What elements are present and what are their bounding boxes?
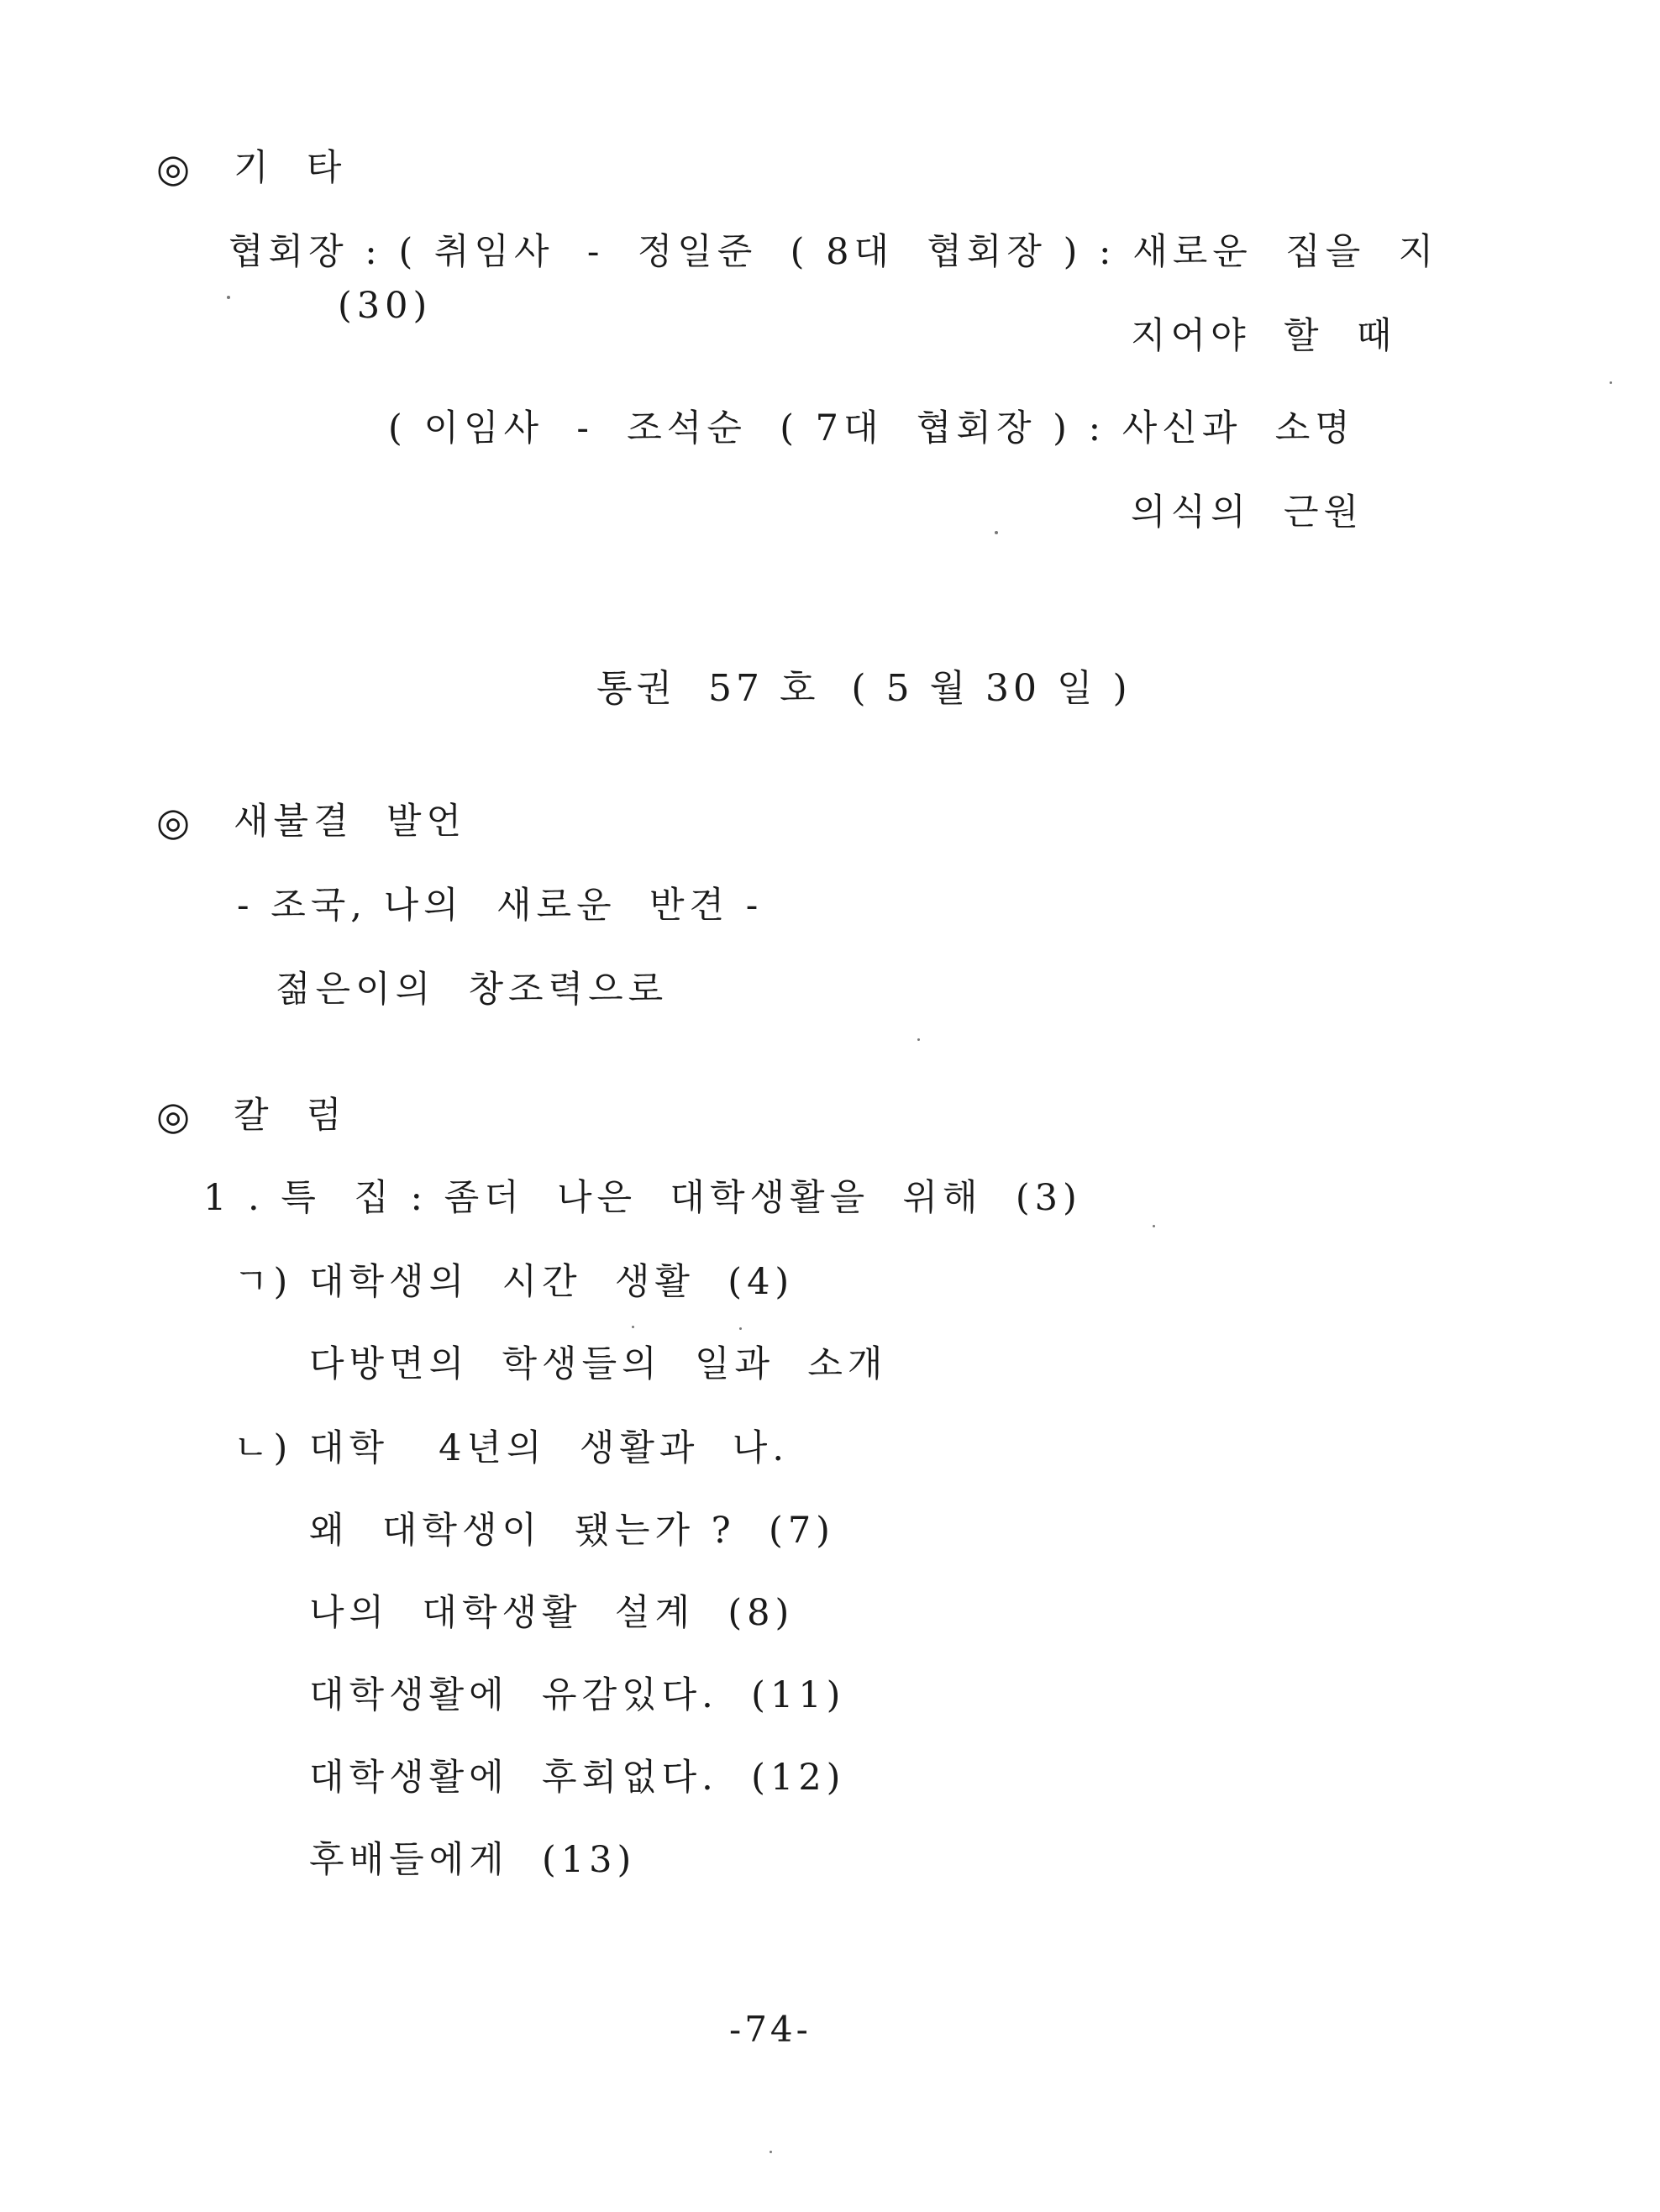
scan-speck xyxy=(995,531,998,534)
scan-speck xyxy=(632,1326,634,1328)
item-b-sub-4: 대학생활에 후회없다. (12) xyxy=(309,1757,846,1799)
section-subtitle-saebulgyeol: - 조국, 나의 새로운 반견 - xyxy=(237,885,764,927)
scan-speck xyxy=(1153,1225,1155,1227)
previous-president-cont: 의식의 근원 xyxy=(1131,491,1364,533)
scan-speck xyxy=(770,2151,772,2153)
item-a: ㄱ) 대학생의 시간 생활 (4) xyxy=(234,1261,795,1303)
item-b-sub-3: 대학생활에 유감있다. (11) xyxy=(309,1674,846,1716)
feature-heading: 1 . 특 집 : 좀더 나은 대학생활을 위해 (3) xyxy=(203,1177,1082,1219)
item-b-sub-2: 나의 대학생활 설계 (8) xyxy=(309,1592,795,1634)
scan-speck xyxy=(739,1327,742,1330)
section-subline-saebulgyeol: 젊은이의 창조력으로 xyxy=(276,969,669,1011)
section-title-column: 칼 럼 xyxy=(234,1095,347,1137)
president-inaugural-page: (30) xyxy=(338,285,433,327)
section-title-saebulgyeol: 새불결 발언 xyxy=(234,801,467,843)
item-b-sub-5: 후배들에게 (13) xyxy=(309,1839,637,1881)
section-marker-gita: ◎ xyxy=(156,145,196,191)
scan-speck xyxy=(227,296,230,299)
scan-speck xyxy=(917,1038,920,1041)
president-inaugural-line: 협회장 : ( 취임사 - 정일준 ( 8대 협회장 ) : 새로운 집을 지 xyxy=(229,231,1439,273)
scan-speck xyxy=(1610,381,1612,384)
president-inaugural-cont: 지어야 할 때 xyxy=(1131,315,1397,357)
section-title-gita: 기 타 xyxy=(234,147,347,189)
page-number: -74- xyxy=(729,2009,812,2050)
item-b-sub-1: 왜 대학생이 됐는가 ? (7) xyxy=(309,1510,835,1552)
section-marker-column: ◎ xyxy=(156,1093,196,1138)
item-b: ㄴ) 대학 4년의 생활과 나. xyxy=(234,1427,789,1469)
section-marker-saebulgyeol: ◎ xyxy=(156,799,196,844)
item-a-sub: 다방면의 학생들의 일과 소개 xyxy=(309,1343,888,1385)
issue-heading: 통권 57 호 ( 5 월 30 일 ) xyxy=(596,667,1132,710)
previous-president-line: ( 이임사 - 조석순 ( 7대 협회장 ) : 사신과 소명 xyxy=(388,407,1355,449)
